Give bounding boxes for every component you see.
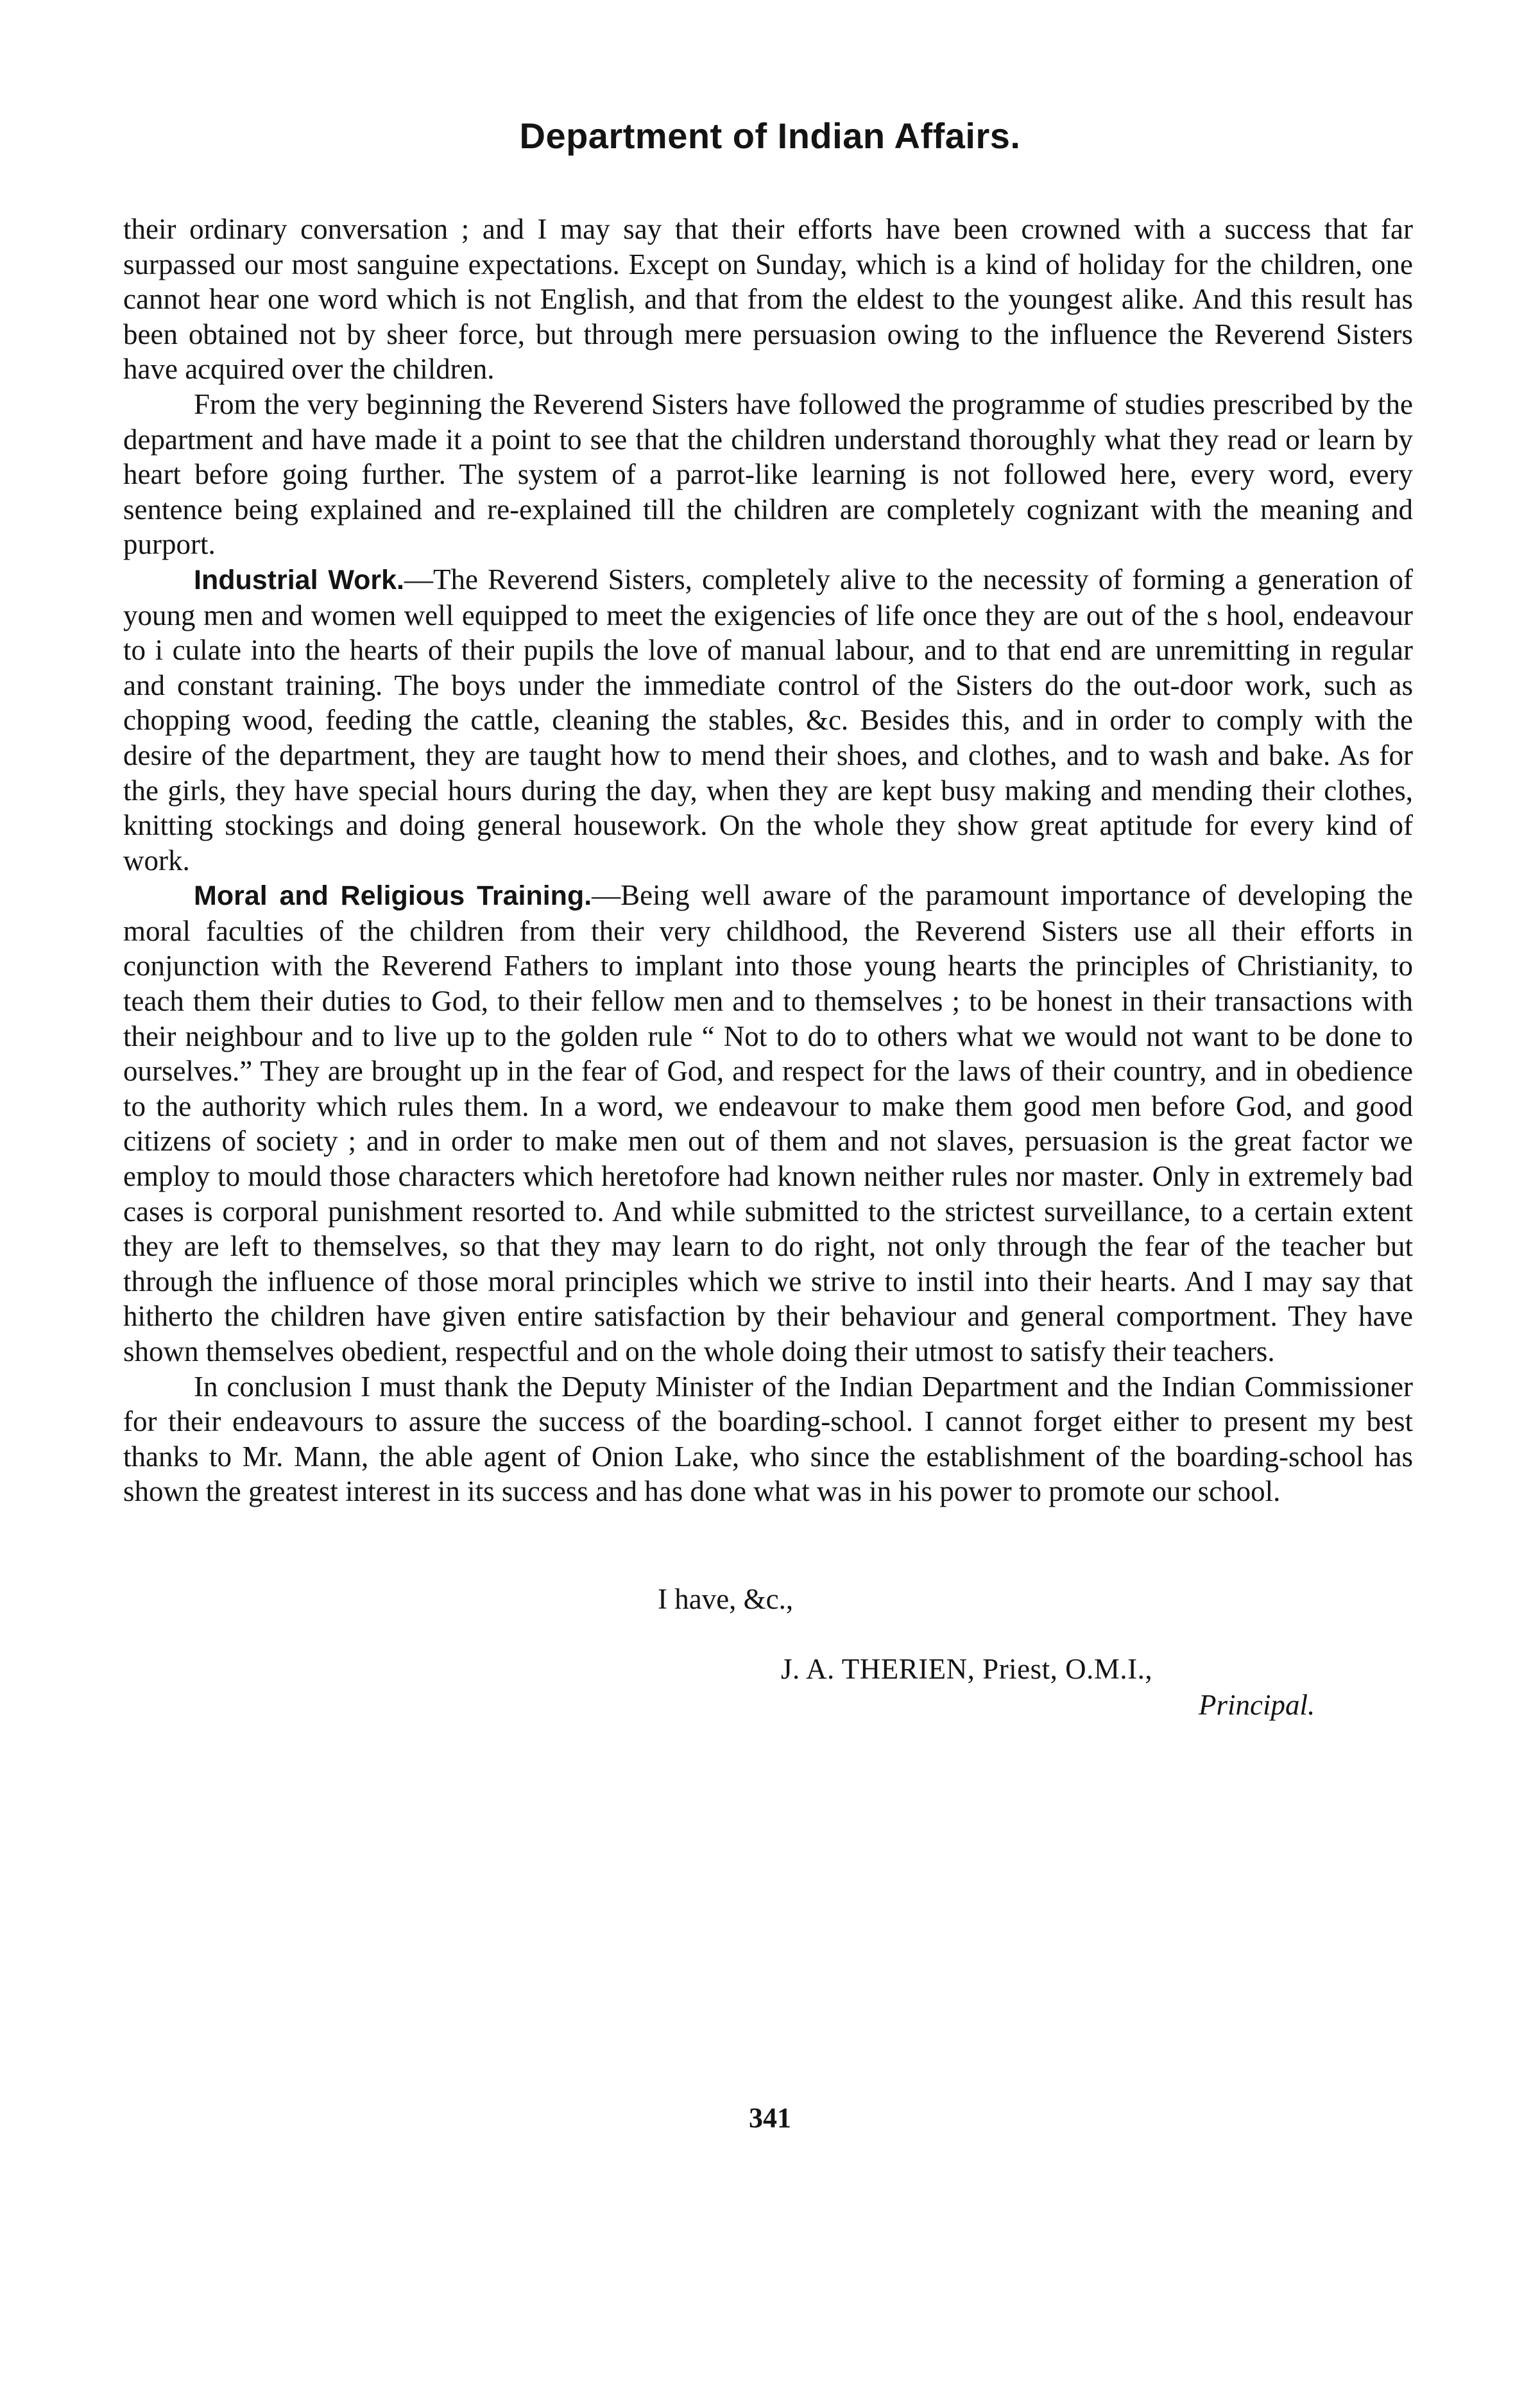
page-number: 341 — [749, 2102, 791, 2134]
page-header-title: Department of Indian Affairs. — [519, 116, 1021, 156]
paragraph-moral-training — [123, 878, 1413, 1369]
salutation: I have, &c., — [658, 1583, 794, 1615]
signature: J. A. THERIEN, Priest, O.M.I., — [781, 1653, 1153, 1685]
section-text-moral-training: —Being well aware of the paramount importance of developing the moral faculties of the children from their very childhood, the Reverend Sisters use all their efforts in conjunction with the Reverend Fathers to implant into those young hearts the principles of Christianity, to teach them their duties to God, to their fellow men and to themselves ; to be honest in their transactions with their neighbour and to live up to the golden rule “ Not to do to others what we would not want to be done to ourselves.” They are brought up in the fear of God, and respect for the laws of their country, and in obedience to the authority which rules them. In a word, we endeavour to make them good men before God, and good citizens of society ; and in order to make men out of them and not slaves, persuasion is the great factor we employ to mould those characters which heretofore had known neither rules nor master. Only in extremely bad cases is corporal punishment resorted to. And while submitted to the strictest surveillance, to a certain extent they are left to themselves, so that they may learn to do right, not only through the fear of the teacher but through the influence of those moral principles which we strive to instil into their hearts. And I may say that hitherto the children have given entire satisfaction by their behaviour and general comportment. They have shown themselves obedient, respectful and on the whole doing their utmost to satisfy their teachers. — [123, 879, 1413, 1367]
section-heading-moral-training: Moral and Religious Training. — [194, 880, 592, 912]
signatory-title: Principal. — [1199, 1689, 1315, 1721]
paragraph-industrial-work — [123, 562, 1413, 878]
section-text-industrial-work: —The Reverend Sisters, completely alive to the necessity of forming a generation of young men and women well equipped to meet the exigencies of life once they are out of the s hool, endeavour to i culate into the hearts of their pupils the love of manual labour, and to that end are unremitting in regular and constant training. The boys under the immediate control of the Sisters do the out-door work, such as chopping wood, feeding the cattle, cleaning the stables, &c. Besides this, and in order to comply with the desire of the department, they are taught how to mend their shoes, and clothes, and to wash and bake. As for the girls, they have special hours during the day, when they are kept busy making and mending their clothes, knitting stockings and doing general housework. On the whole they show great aptitude for every kind of work. — [123, 563, 1414, 877]
section-heading-industrial-work: Industrial Work. — [194, 564, 404, 595]
paragraph-programme-of-studies: From the very beginning the Reverend Sisters have followed the programme of studies prescribed by the department and have made it a point to see that the children understand thoroughly what they read or learn by heart before going further. The system of a parrot-like learning is not followed here, every word, every sentence being explained and re-explained till the children are completely cognizant with the meaning and purport. — [123, 388, 1413, 561]
paragraph-conclusion: In conclusion I must thank the Deputy Minister of the Indian Department and the Indian Commissioner for their endeavours to assure the success of the boarding-school. I cannot forget either to present my best thanks to Mr. Mann, the able agent of Onion Lake, who since the establishment of the boarding-school has shown the greatest interest in its success and has done what was in his power to promote our school. — [123, 1370, 1413, 1508]
paragraph-continuation: their ordinary conversation ; and I may say that their efforts have been crowned with a success that far surpassed our most sanguine expectations. Except on Sunday, which is a kind of holiday for the children, one cannot hear one word which is not English, and that from the eldest to the youngest alike. And this result has been obtained not by sheer force, but through mere persuasion owing to the influence the Reverend Sisters have acquired over the children. — [123, 213, 1413, 386]
report-body — [123, 212, 1413, 1509]
